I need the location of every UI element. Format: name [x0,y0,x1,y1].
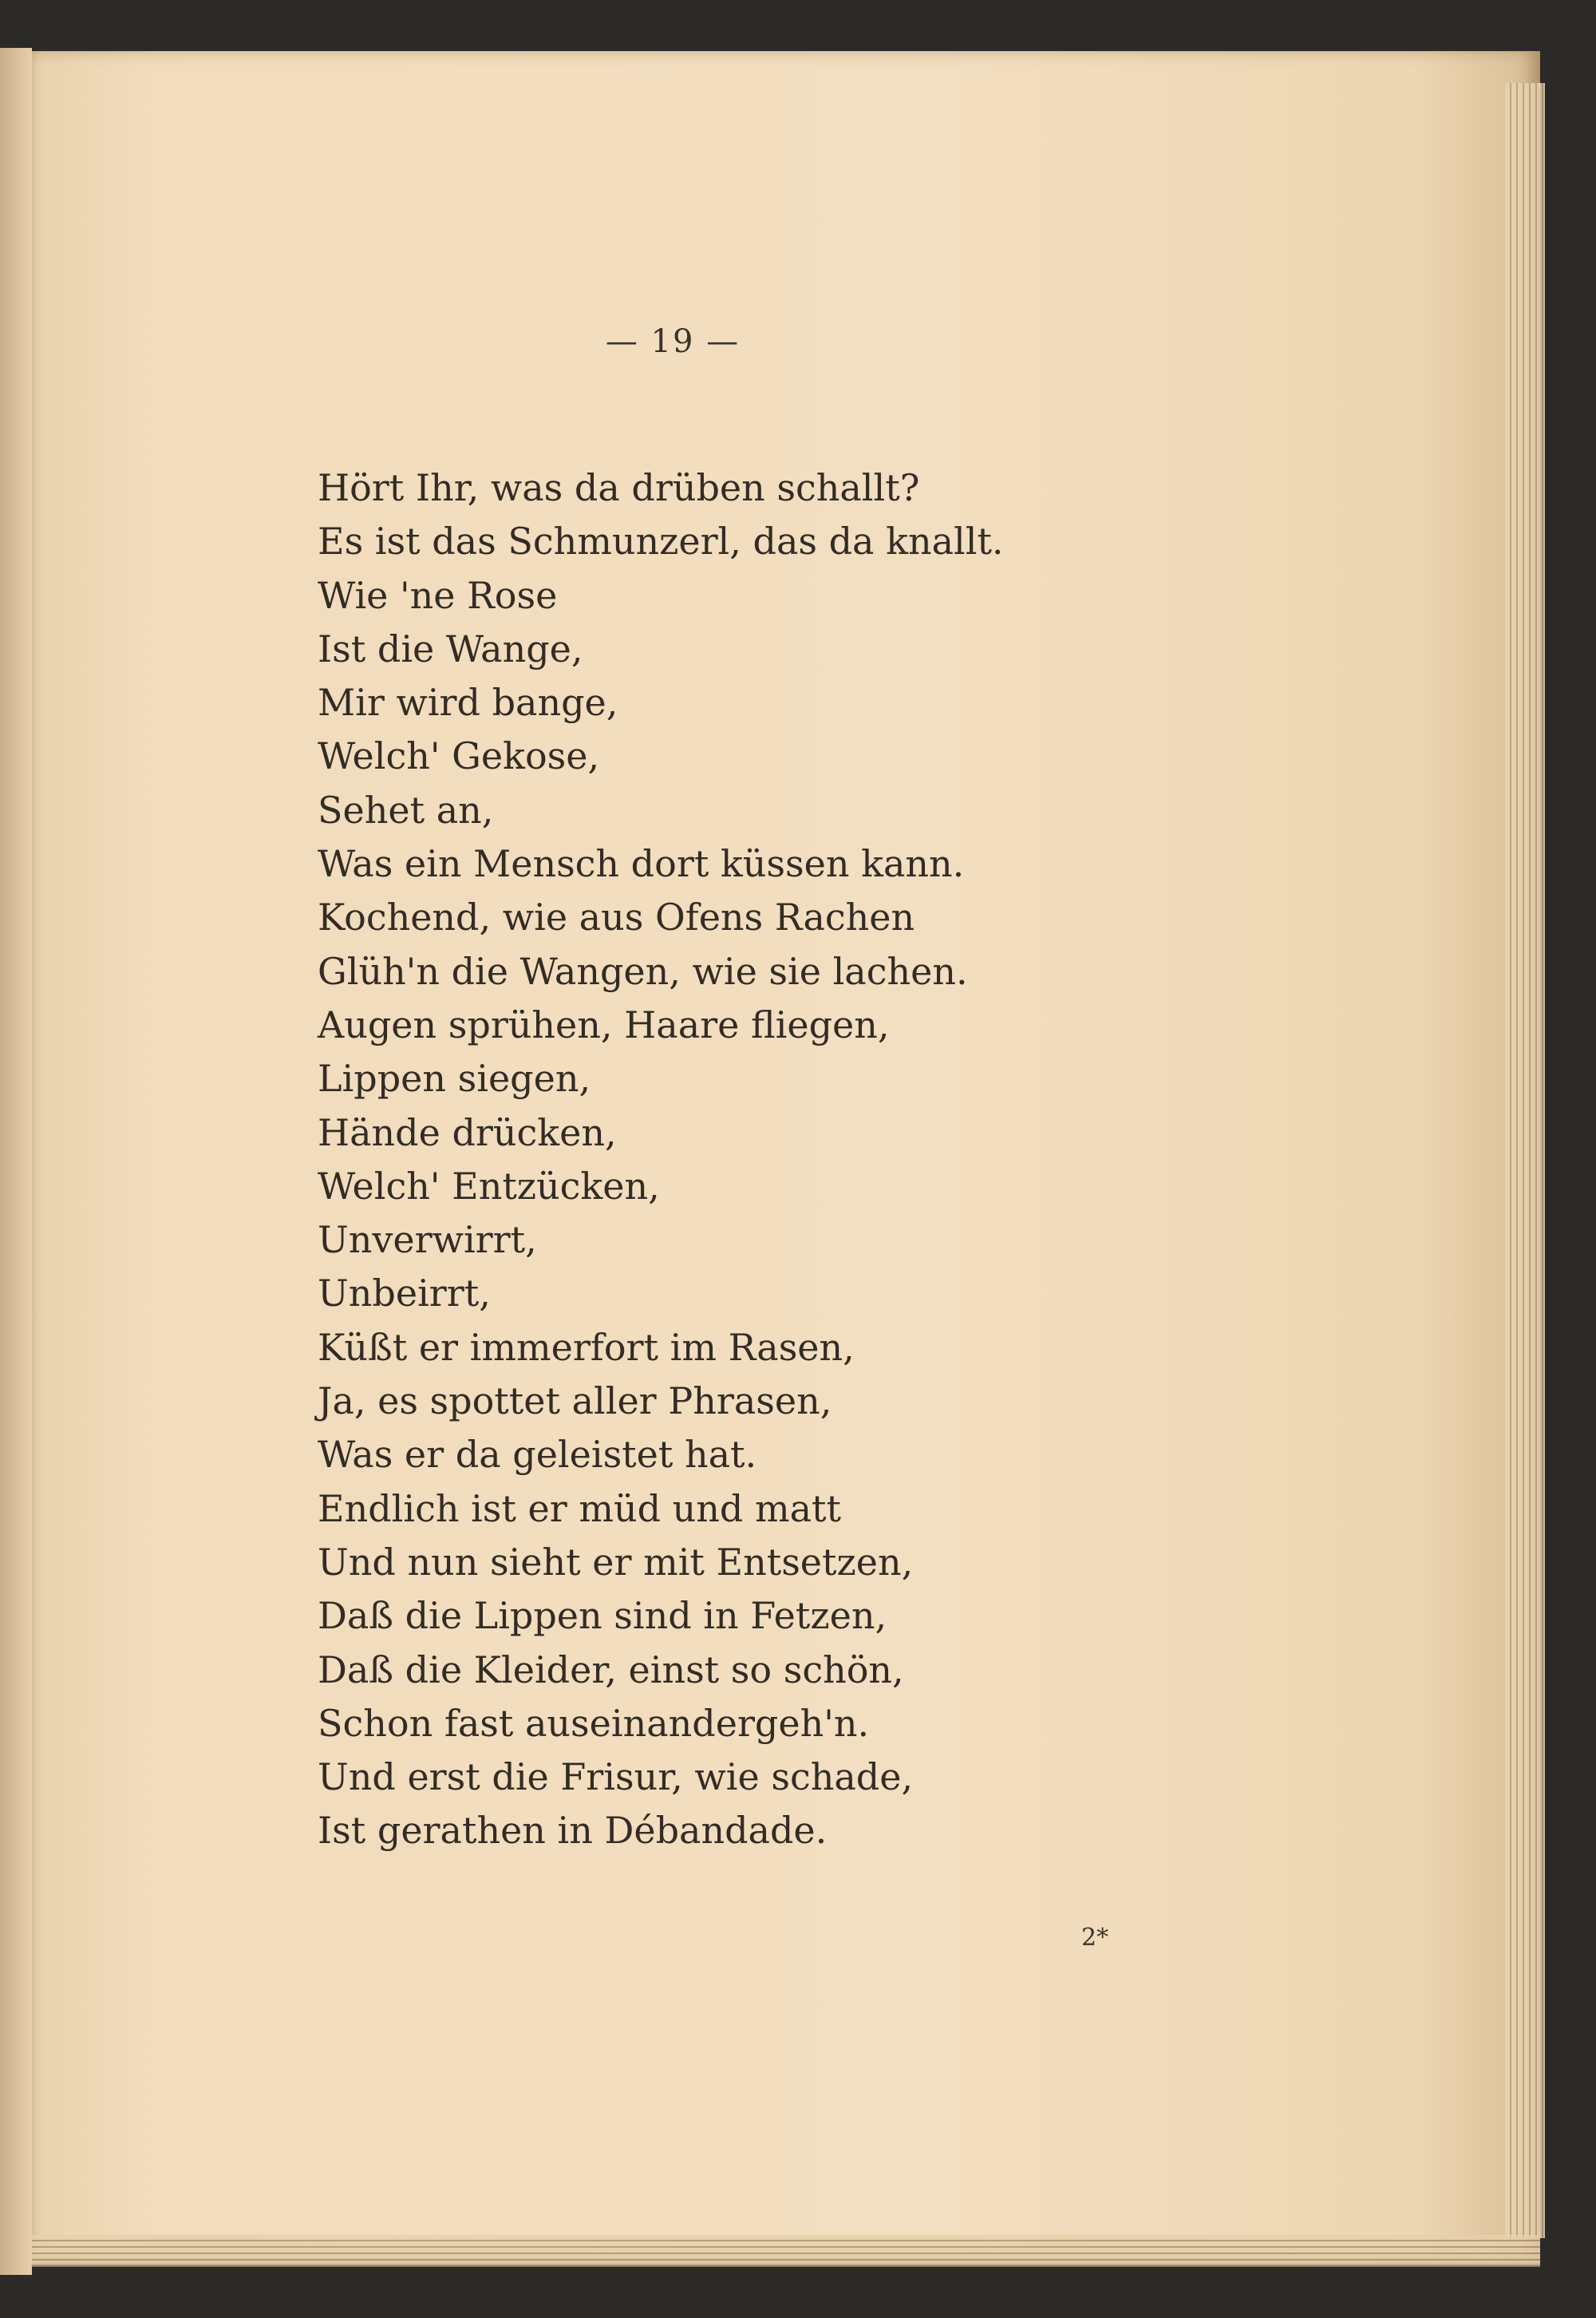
facing-page-edge [0,48,32,2275]
poem-line: Augen sprühen, Haare fliegen, [318,1003,890,1046]
poem-line: Welch' Gekose, [318,734,600,778]
poem-line: Küßt er immerfort im Rasen, [318,1325,855,1369]
poem-line: Hört Ihr, was da drüben schallt? [318,466,920,509]
poem-line: Was er da geleistet hat. [318,1433,757,1477]
poem-line: Wie 'ne Rose [318,573,558,617]
poem-line: Kochend, wie aus Ofens Rachen [318,896,915,939]
poem-line: Glüh'n die Wangen, wie sie lachen. [318,949,968,993]
poem-line: Mir wird bange, [318,681,618,725]
poem-line: Endlich ist er müd und matt [318,1486,841,1530]
poem-line: Schon fast auseinandergeh'n. [318,1701,870,1745]
poem-line: Ist die Wange, [318,627,583,670]
poem-line: Hände drücken, [318,1110,617,1154]
signature-mark: 2* [1081,1924,1109,1952]
poem-line: Daß die Lippen sind in Fetzen, [318,1594,887,1638]
poem-line: Welch' Entzücken, [318,1164,660,1208]
page-edges-right [1505,83,1545,2238]
poem-line: Und erst die Frisur, wie schade, [318,1755,914,1799]
poem-line: Was ein Mensch dort küssen kann. [318,842,965,886]
poem-line: Unbeirrt, [318,1272,491,1315]
poem-line: Ja, es spottet aller Phrasen, [318,1379,832,1423]
poem-line: Und nun sieht er mit Entsetzen, [318,1540,914,1584]
poem-line: Sehet an, [318,788,494,832]
poem-line: Lippen siegen, [318,1057,591,1101]
poem-line: Unverwirrt, [318,1218,537,1262]
page-number: — 19 — [605,323,741,360]
poem-text [318,461,1004,1858]
poem-line: Daß die Kleider, einst so schön, [318,1648,904,1691]
poem-line: Es ist das Schmunzerl, das da knallt. [318,520,1004,564]
page-edges-bottom [32,2235,1540,2267]
poem-line: Ist gerathen in Débandade. [318,1809,828,1853]
